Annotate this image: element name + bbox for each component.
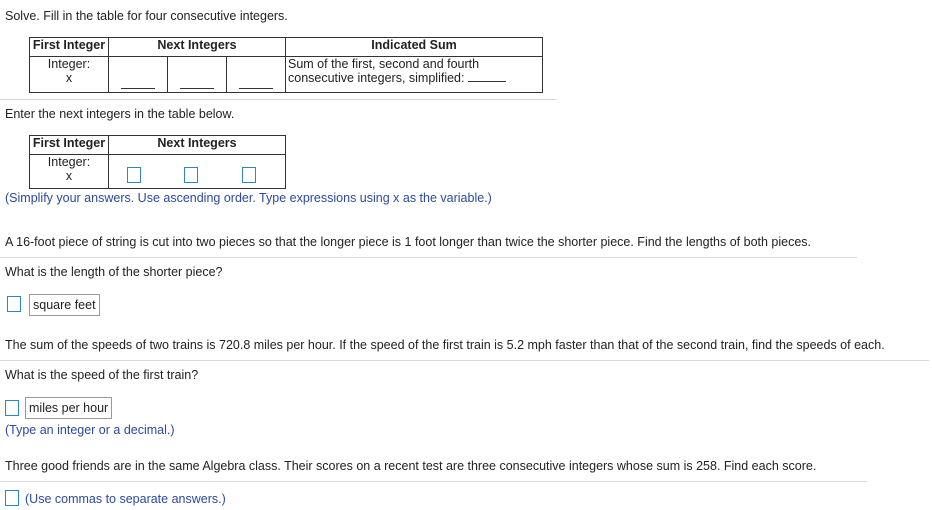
- shorter-piece-input[interactable]: [7, 296, 21, 312]
- instruction-table-1: Solve. Fill in the table for four consecutive integers.: [5, 9, 288, 23]
- sum-answer-blank[interactable]: [468, 71, 506, 82]
- next-integer-input-2[interactable]: [184, 167, 198, 183]
- instruction-table-2: Enter the next integers in the table below.: [5, 107, 235, 121]
- hint-commas: (Use commas to separate answers.): [25, 492, 226, 506]
- answer-inputs-cell: [109, 155, 286, 189]
- divider: [0, 481, 867, 482]
- divider: [0, 257, 857, 258]
- integer-label: Integer:: [47, 57, 91, 71]
- first-integer-cell: [30, 155, 109, 189]
- trains-problem-prompt: What is the speed of the first train?: [5, 368, 199, 382]
- next-integers-header: Next Integers: [109, 38, 286, 57]
- unit-label: square feet: [29, 294, 100, 316]
- string-problem-prompt: What is the length of the shorter piece?: [5, 265, 223, 279]
- integer-variable: x: [65, 169, 73, 183]
- string-problem-text: A 16-foot piece of string is cut into two pieces so that the longer piece is 1 foot longer than twice the shorter piece. Find the lengths of both pieces.: [5, 235, 812, 249]
- first-train-speed-input[interactable]: [5, 400, 19, 416]
- indicated-sum-cell: [286, 57, 543, 93]
- answer-blank[interactable]: [121, 78, 155, 89]
- next-integers-header: Next Integers: [109, 136, 286, 155]
- unit-label: miles per hour: [25, 397, 112, 419]
- next-integer-input-1[interactable]: [127, 167, 141, 183]
- next-integer-cell-3: [227, 57, 286, 93]
- first-integer-header: First Integer: [30, 136, 109, 155]
- next-integer-cell-2: [168, 57, 227, 93]
- sum-description-line-1: Sum of the first, second and fourth: [288, 57, 480, 71]
- divider: [0, 360, 929, 361]
- consecutive-integers-table: [29, 37, 543, 93]
- next-integer-cell-1: [109, 57, 168, 93]
- next-integers-answer-table: [29, 135, 286, 189]
- answer-blank[interactable]: [180, 78, 214, 89]
- integer-label: Integer:: [47, 155, 91, 169]
- divider: [0, 99, 557, 100]
- indicated-sum-header: Indicated Sum: [286, 38, 543, 57]
- trains-problem-text: The sum of the speeds of two trains is 720.8 miles per hour. If the speed of the first train is 5.2 mph faster than that of the second train, find the speeds of each.: [5, 338, 885, 352]
- sum-description-line-2: consecutive integers, simplified:: [288, 71, 465, 85]
- hint-integer-decimal: (Type an integer or a decimal.): [5, 423, 175, 437]
- next-integer-input-3[interactable]: [242, 167, 256, 183]
- hint-ascending-order: (Simplify your answers. Use ascending order. Type expressions using x as the variable.): [5, 191, 492, 205]
- scores-input[interactable]: [5, 490, 19, 506]
- scores-problem-text: Three good friends are in the same Algebra class. Their scores on a recent test are three consecutive integers whose sum is 258. Find each score.: [5, 459, 817, 473]
- first-integer-cell: [30, 57, 109, 93]
- first-integer-header: First Integer: [30, 38, 109, 57]
- integer-variable: x: [65, 71, 73, 85]
- answer-blank[interactable]: [239, 78, 273, 89]
